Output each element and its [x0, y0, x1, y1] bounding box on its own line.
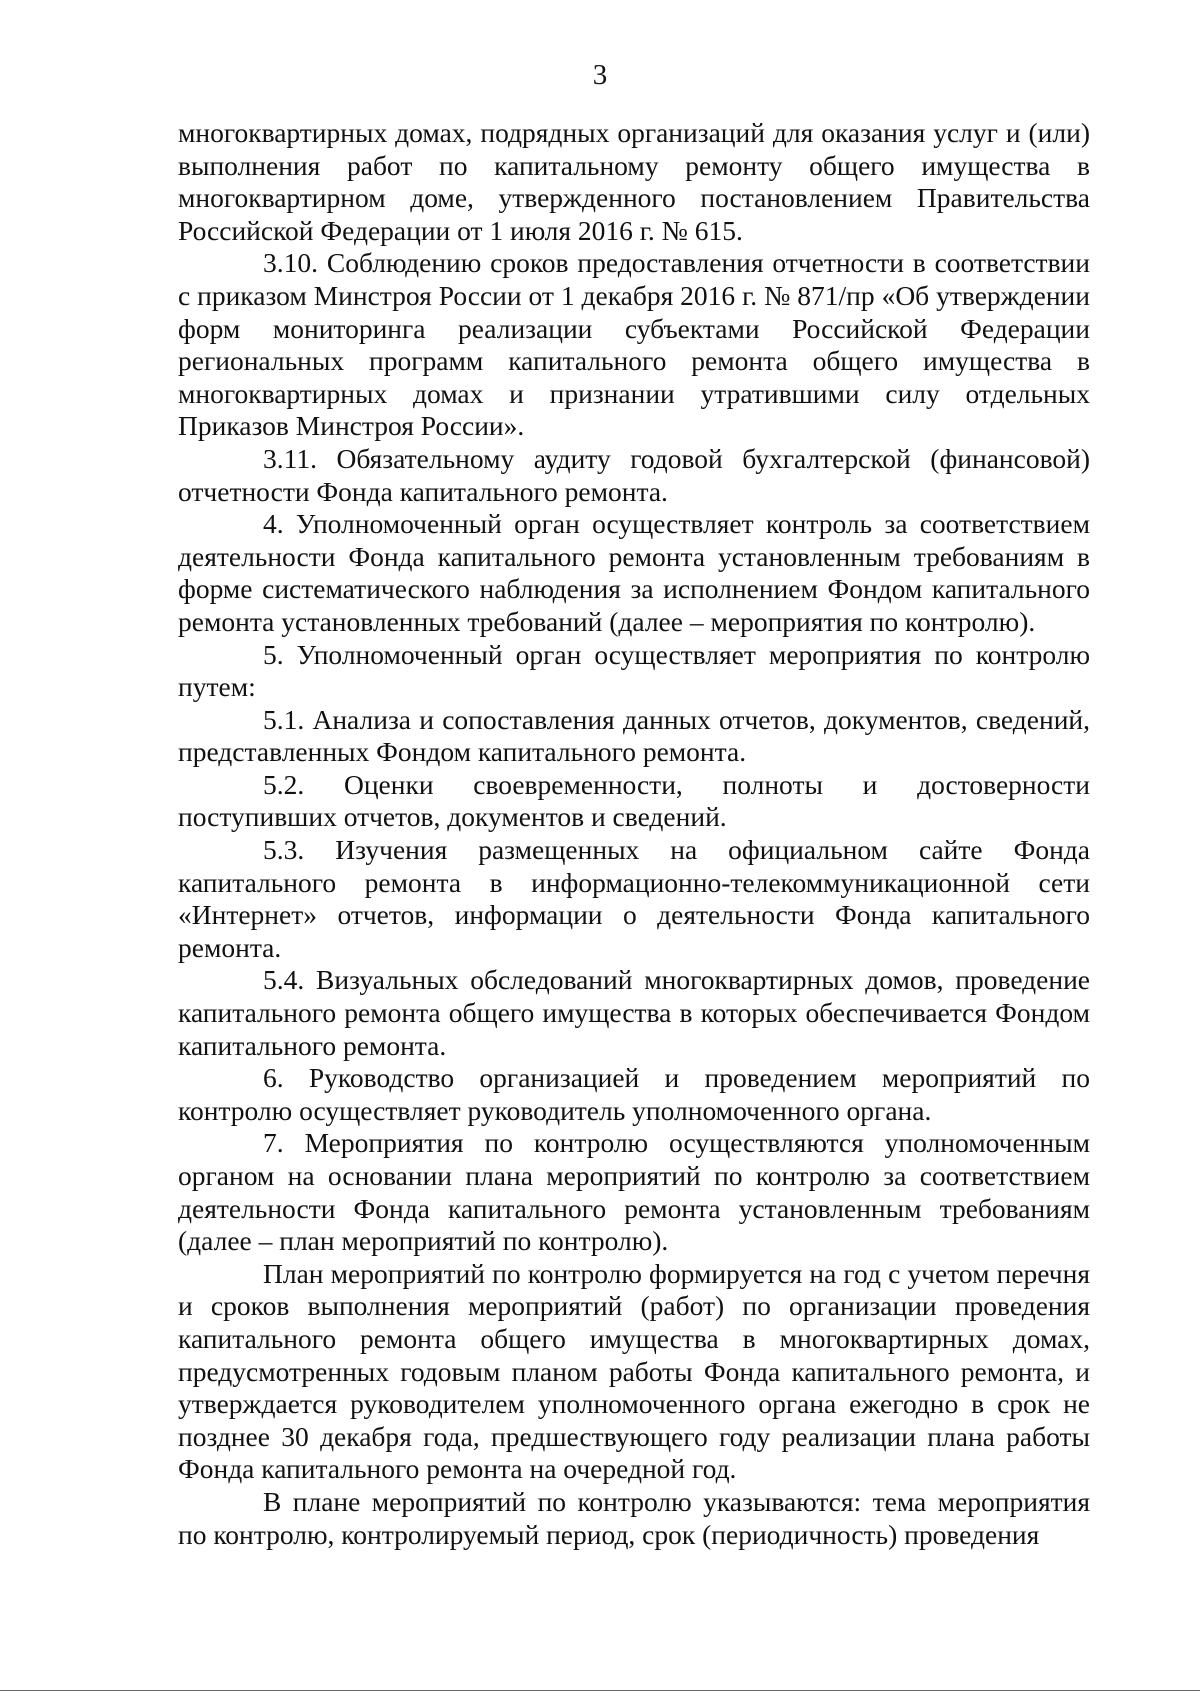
- paragraph-5-2: 5.2. Оценки своевременности, полноты и достоверности поступивших отчетов, документов и сведений.: [178, 768, 1090, 833]
- paragraph-5-1: 5.1. Анализа и сопоставления данных отчетов, документов, сведений, представленных Фондом капитального ремонта.: [178, 703, 1090, 768]
- document-body: [178, 117, 1090, 1551]
- paragraph-plan: План мероприятий по контролю формируется на год с учетом перечня и сроков выполнения мероприятий (работ) по организации проведения капитального ремонта общего имущества в многоквартирных домах, предусмотренных годовым планом работы Фонда капитального ремонта, и утверждается руководителем уполномоченного органа ежегодно в срок не позднее 30 декабря года, предшествующего году реализации плана работы Фонда капитального ремонта на очередной год.: [178, 1257, 1090, 1485]
- paragraph-plan-contents: В плане мероприятий по контролю указываются: тема мероприятия по контролю, контролируемый период, срок (периодичность) проведения: [178, 1485, 1090, 1550]
- paragraph-5: 5. Уполномоченный орган осуществляет мероприятия по контролю путем:: [178, 638, 1090, 703]
- page-bottom-edge: [0, 1690, 1200, 1691]
- paragraph-5-3: 5.3. Изучения размещенных на официальном сайте Фонда капитального ремонта в информационно-телекоммуникационной сети «Интернет» отчетов, информации о деятельности Фонда капитального ремонта.: [178, 834, 1090, 963]
- paragraph-3-10: 3.10. Соблюдению сроков предоставления отчетности в соответствии с приказом Минстроя России от 1 декабря 2016 г. № 871/пр «Об утверждении форм мониторинга реализации субъектами Российской Федерации региональных программ капитального ремонта общего имущества в многоквартирных домах и признании утратившими силу отдельных Приказов Минстроя России».: [178, 247, 1090, 442]
- page-number: 3: [592, 59, 608, 91]
- paragraph-3-11: 3.11. Обязательному аудиту годовой бухгалтерской (финансовой) отчетности Фонда капитального ремонта.: [178, 442, 1090, 507]
- paragraph-4: 4. Уполномоченный орган осуществляет контроль за соответствием деятельности Фонда капитального ремонта установленным требованиям в форме систематического наблюдения за исполнением Фондом капитального ремонта установленных требований (далее – мероприятия по контролю).: [178, 508, 1090, 637]
- paragraph-7: 7. Мероприятия по контролю осуществляются уполномоченным органом на основании плана мероприятий по контролю за соответствием деятельности Фонда капитального ремонта установленным требованиям (далее – план мероприятий по контролю).: [178, 1127, 1090, 1257]
- paragraph-continuation: многоквартирных домах, подрядных организаций для оказания услуг и (или) выполнения работ по капитальному ремонту общего имущества в многоквартирном доме, утвержденного постановлением Правительства Российской Федерации от 1 июля 2016 г. № 615.: [178, 117, 1090, 246]
- paragraph-6: 6. Руководство организацией и проведением мероприятий по контролю осуществляет руководитель уполномоченного органа.: [178, 1062, 1090, 1126]
- paragraph-5-4: 5.4. Визуальных обследований многоквартирных домов, проведение капитального ремонта общего имущества в которых обеспечивается Фондом капитального ремонта.: [178, 964, 1090, 1061]
